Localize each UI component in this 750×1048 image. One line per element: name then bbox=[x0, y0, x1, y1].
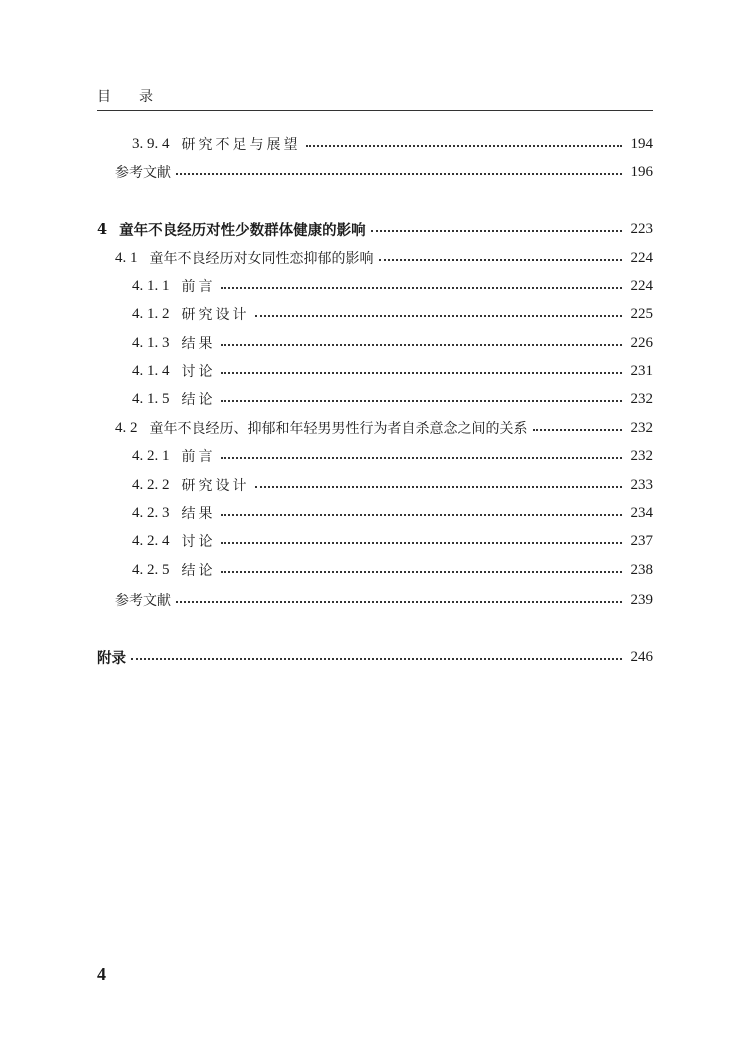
toc-entry-title: 前言 bbox=[181, 279, 216, 295]
toc-entry-title: 参考文献 bbox=[115, 165, 171, 181]
toc-subsection-entry[interactable] bbox=[132, 275, 653, 297]
toc-appendix-entry[interactable] bbox=[97, 646, 653, 668]
toc-entry-title: 童年不良经历、抑郁和年轻男男性行为者自杀意念之间的关系 bbox=[149, 421, 528, 437]
toc-entry[interactable] bbox=[132, 133, 653, 155]
page-number: 4 bbox=[97, 964, 106, 984]
toc-entry-page: 232 bbox=[630, 419, 653, 436]
toc-entry-number: 4. 2. 2 bbox=[132, 476, 170, 493]
toc-entry-page: 223 bbox=[630, 220, 653, 237]
toc-entry-number: 4. 1. 4 bbox=[132, 362, 170, 379]
toc-subsection-entry[interactable] bbox=[132, 332, 653, 354]
page-header: 目 录 bbox=[97, 89, 153, 105]
toc-entry-title: 附录 bbox=[97, 649, 126, 667]
toc-entry-title: 参考文献 bbox=[115, 593, 171, 609]
toc-entry-number: 4. 2 bbox=[115, 419, 138, 436]
toc-entry-title: 讨论 bbox=[181, 364, 216, 380]
toc-leader bbox=[221, 571, 623, 573]
toc-entry-page: 226 bbox=[630, 334, 653, 351]
toc-entry-title: 研究设计 bbox=[181, 307, 250, 323]
toc-entry-number: 4. 2. 5 bbox=[132, 561, 170, 578]
toc-leader bbox=[371, 230, 622, 232]
toc-entry-title: 研究设计 bbox=[181, 478, 250, 494]
toc-entry-title: 童年不良经历对性少数群体健康的影响 bbox=[119, 221, 366, 239]
toc-leader bbox=[176, 173, 622, 175]
toc-entry-title: 结果 bbox=[181, 336, 216, 352]
toc-entry-page: 194 bbox=[630, 135, 653, 152]
toc-entry-page: 224 bbox=[630, 249, 653, 266]
toc-entry-number: 4. 1. 3 bbox=[132, 334, 170, 351]
toc-entry-number: 4. 2. 3 bbox=[132, 504, 170, 521]
toc-entry-title: 前言 bbox=[181, 449, 216, 465]
toc-entry-title: 讨论 bbox=[181, 534, 216, 550]
toc-section-entry[interactable] bbox=[115, 247, 653, 269]
toc-chapter-entry[interactable] bbox=[97, 218, 653, 240]
toc-entry-page: 232 bbox=[630, 390, 653, 407]
toc-leader bbox=[533, 429, 623, 431]
toc-entry-page: 234 bbox=[630, 504, 653, 521]
toc-entry-page: 225 bbox=[630, 305, 653, 322]
toc-subsection-entry[interactable] bbox=[132, 530, 653, 552]
toc-entry-number: 4 bbox=[97, 220, 108, 238]
toc-entry-page: 224 bbox=[630, 277, 653, 294]
toc-entry-number: 4. 2. 1 bbox=[132, 447, 170, 464]
toc-entry-number: 4. 1 bbox=[115, 249, 138, 266]
toc-entry[interactable] bbox=[115, 161, 653, 183]
toc-entry-page: 233 bbox=[630, 476, 653, 493]
toc-leader bbox=[379, 259, 623, 261]
toc-leader bbox=[221, 542, 623, 544]
toc-entry-page: 196 bbox=[630, 163, 653, 180]
toc-entry-page: 231 bbox=[630, 362, 653, 379]
toc-entry-page: 237 bbox=[630, 532, 653, 549]
toc-entry[interactable] bbox=[115, 589, 653, 611]
toc-subsection-entry[interactable] bbox=[132, 559, 653, 581]
toc-entry-number: 4. 2. 4 bbox=[132, 532, 170, 549]
toc-leader bbox=[221, 457, 623, 459]
toc-leader bbox=[176, 601, 622, 603]
toc-entry-title: 结论 bbox=[181, 392, 216, 408]
toc-subsection-entry[interactable] bbox=[132, 388, 653, 410]
toc-entry-page: 238 bbox=[630, 561, 653, 578]
toc-leader bbox=[221, 372, 623, 374]
toc-entry-number: 3. 9. 4 bbox=[132, 135, 170, 152]
toc-subsection-entry[interactable] bbox=[132, 474, 653, 496]
toc-entry-page: 239 bbox=[630, 591, 653, 608]
toc-entry-page: 246 bbox=[630, 648, 653, 665]
toc-leader bbox=[221, 287, 623, 289]
toc-subsection-entry[interactable] bbox=[132, 360, 653, 382]
toc-entry-number: 4. 1. 1 bbox=[132, 277, 170, 294]
toc-entry-title: 童年不良经历对女同性恋抑郁的影响 bbox=[149, 251, 374, 267]
toc-leader bbox=[255, 486, 623, 488]
toc-subsection-entry[interactable] bbox=[132, 445, 653, 467]
toc-entry-number: 4. 1. 5 bbox=[132, 390, 170, 407]
toc-entry-title: 结论 bbox=[181, 563, 216, 579]
toc-entry-title: 研究不足与展望 bbox=[181, 137, 301, 153]
toc-leader bbox=[306, 145, 623, 147]
toc-leader bbox=[221, 514, 623, 516]
toc-subsection-entry[interactable] bbox=[132, 502, 653, 524]
toc-leader bbox=[221, 344, 623, 346]
toc-leader bbox=[221, 400, 623, 402]
toc-subsection-entry[interactable] bbox=[132, 303, 653, 325]
toc-entry-number: 4. 1. 2 bbox=[132, 305, 170, 322]
toc-leader bbox=[131, 658, 622, 660]
toc-entry-title: 结果 bbox=[181, 506, 216, 522]
toc-entry-page: 232 bbox=[630, 447, 653, 464]
toc-section-entry[interactable] bbox=[115, 417, 653, 439]
toc-leader bbox=[255, 315, 623, 317]
